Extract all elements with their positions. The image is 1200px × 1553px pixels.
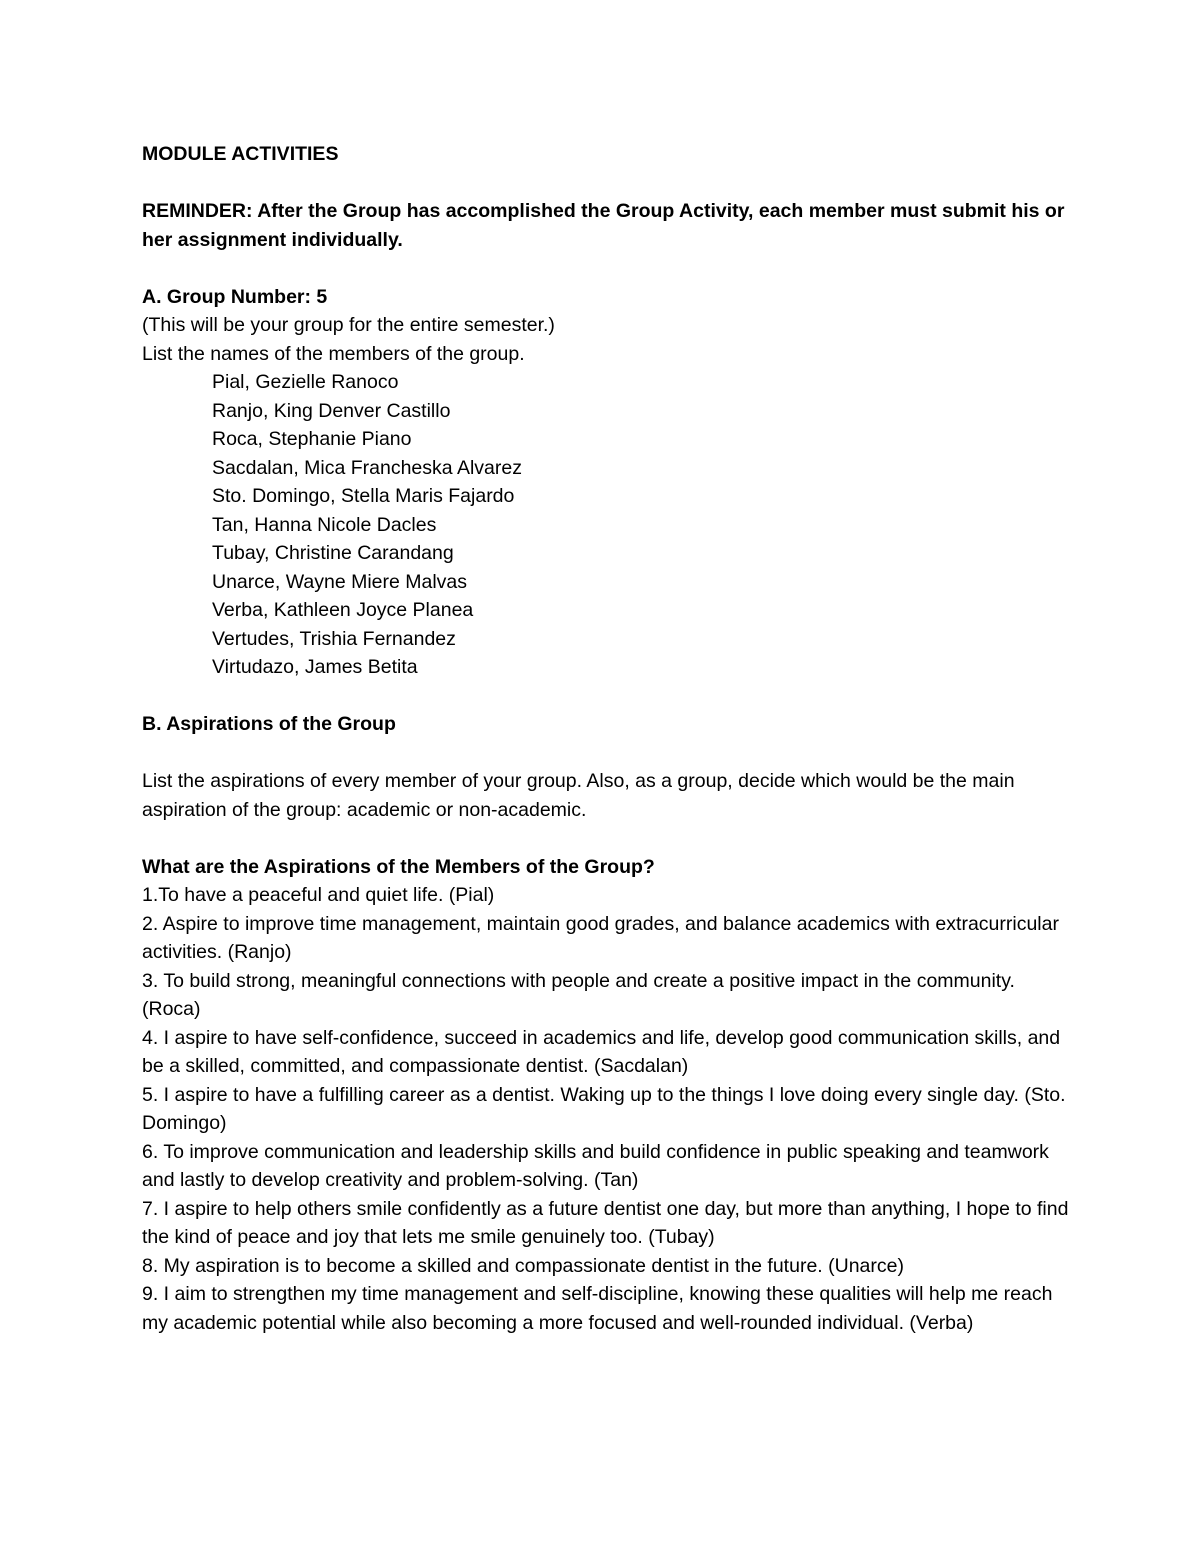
aspiration-item: 1.To have a peaceful and quiet life. (Pial) (142, 884, 495, 906)
member-name: Tan, Hanna Nicole Dacles (212, 513, 437, 536)
aspiration-item: 7. I aspire to help others smile confidently as a future dentist one day, but more than anything, I hope to find the kind of peace and joy that lets me smile genuinely too. (Tubay) (142, 1197, 1069, 1248)
spacer (142, 739, 1072, 768)
spacer (142, 254, 1072, 283)
member-name: Vertudes, Trishia Fernandez (212, 627, 456, 650)
section-a-instruction: List the names of the members of the group. (142, 342, 525, 365)
member-name: Verba, Kathleen Joyce Planea (212, 599, 474, 621)
member-name: Unarce, Wayne Miere Malvas (212, 570, 468, 593)
aspiration-item: 5. I aspire to have a fulfilling career as a dentist. Waking up to the things I love doing every single day. (Sto. Domingo) (142, 1083, 1066, 1134)
section-a-heading: A. Group Number: 5 (142, 285, 328, 308)
aspiration-item: 3. To build strong, meaningful connections with people and create a positive impact in the community. (Roca) (142, 969, 1015, 1020)
reminder-text: REMINDER: After the Group has accomplished the Group Activity, each member must submit his or her assignment individually. (142, 200, 1065, 251)
aspiration-item: 8. My aspiration is to become a skilled and compassionate dentist in the future. (Unarce) (142, 1254, 904, 1277)
aspiration-item: 2. Aspire to improve time management, maintain good grades, and balance academics with extracurricular activities. (Ranjo) (142, 912, 1059, 963)
aspiration-item: 9. I aim to strengthen my time management and self-discipline, knowing these qualities will help me reach my academic potential while also becoming a more focused and well-rounded individual. (Verba) (142, 1283, 1053, 1334)
member-name: Ranjo, King Denver Castillo (212, 399, 451, 422)
section-b-instruction: List the aspirations of every member of your group. Also, as a group, decide which would be the main aspiration of the group: academic or non-academic. (142, 770, 1015, 821)
member-name: Virtudazo, James Betita (212, 656, 418, 678)
document-page (142, 140, 1072, 1337)
aspiration-item: 6. To improve communication and leadership skills and build confidence in public speaking and teamwork and lastly to develop creativity and problem-solving. (Tan) (142, 1140, 1049, 1191)
aspiration-item: 4. I aspire to have self-confidence, succeed in academics and life, develop good communication skills, and be a skilled, committed, and compassionate dentist. (Sacdalan) (142, 1026, 1061, 1077)
section-b-heading: B. Aspirations of the Group (142, 713, 396, 735)
member-name: Sto. Domingo, Stella Maris Fajardo (212, 485, 515, 507)
spacer (142, 169, 1072, 198)
section-a-note: (This will be your group for the entire semester.) (142, 314, 555, 336)
spacer (142, 824, 1072, 853)
module-title: MODULE ACTIVITIES (142, 143, 339, 165)
member-name: Tubay, Christine Carandang (212, 542, 454, 564)
aspirations-question: What are the Aspirations of the Members of the Group? (142, 855, 655, 878)
member-list (142, 368, 1072, 682)
aspirations-list (142, 881, 1072, 1337)
member-name: Roca, Stephanie Piano (212, 428, 412, 450)
member-name: Sacdalan, Mica Francheska Alvarez (212, 456, 522, 479)
member-name: Pial, Gezielle Ranoco (212, 371, 399, 393)
spacer (142, 682, 1072, 711)
